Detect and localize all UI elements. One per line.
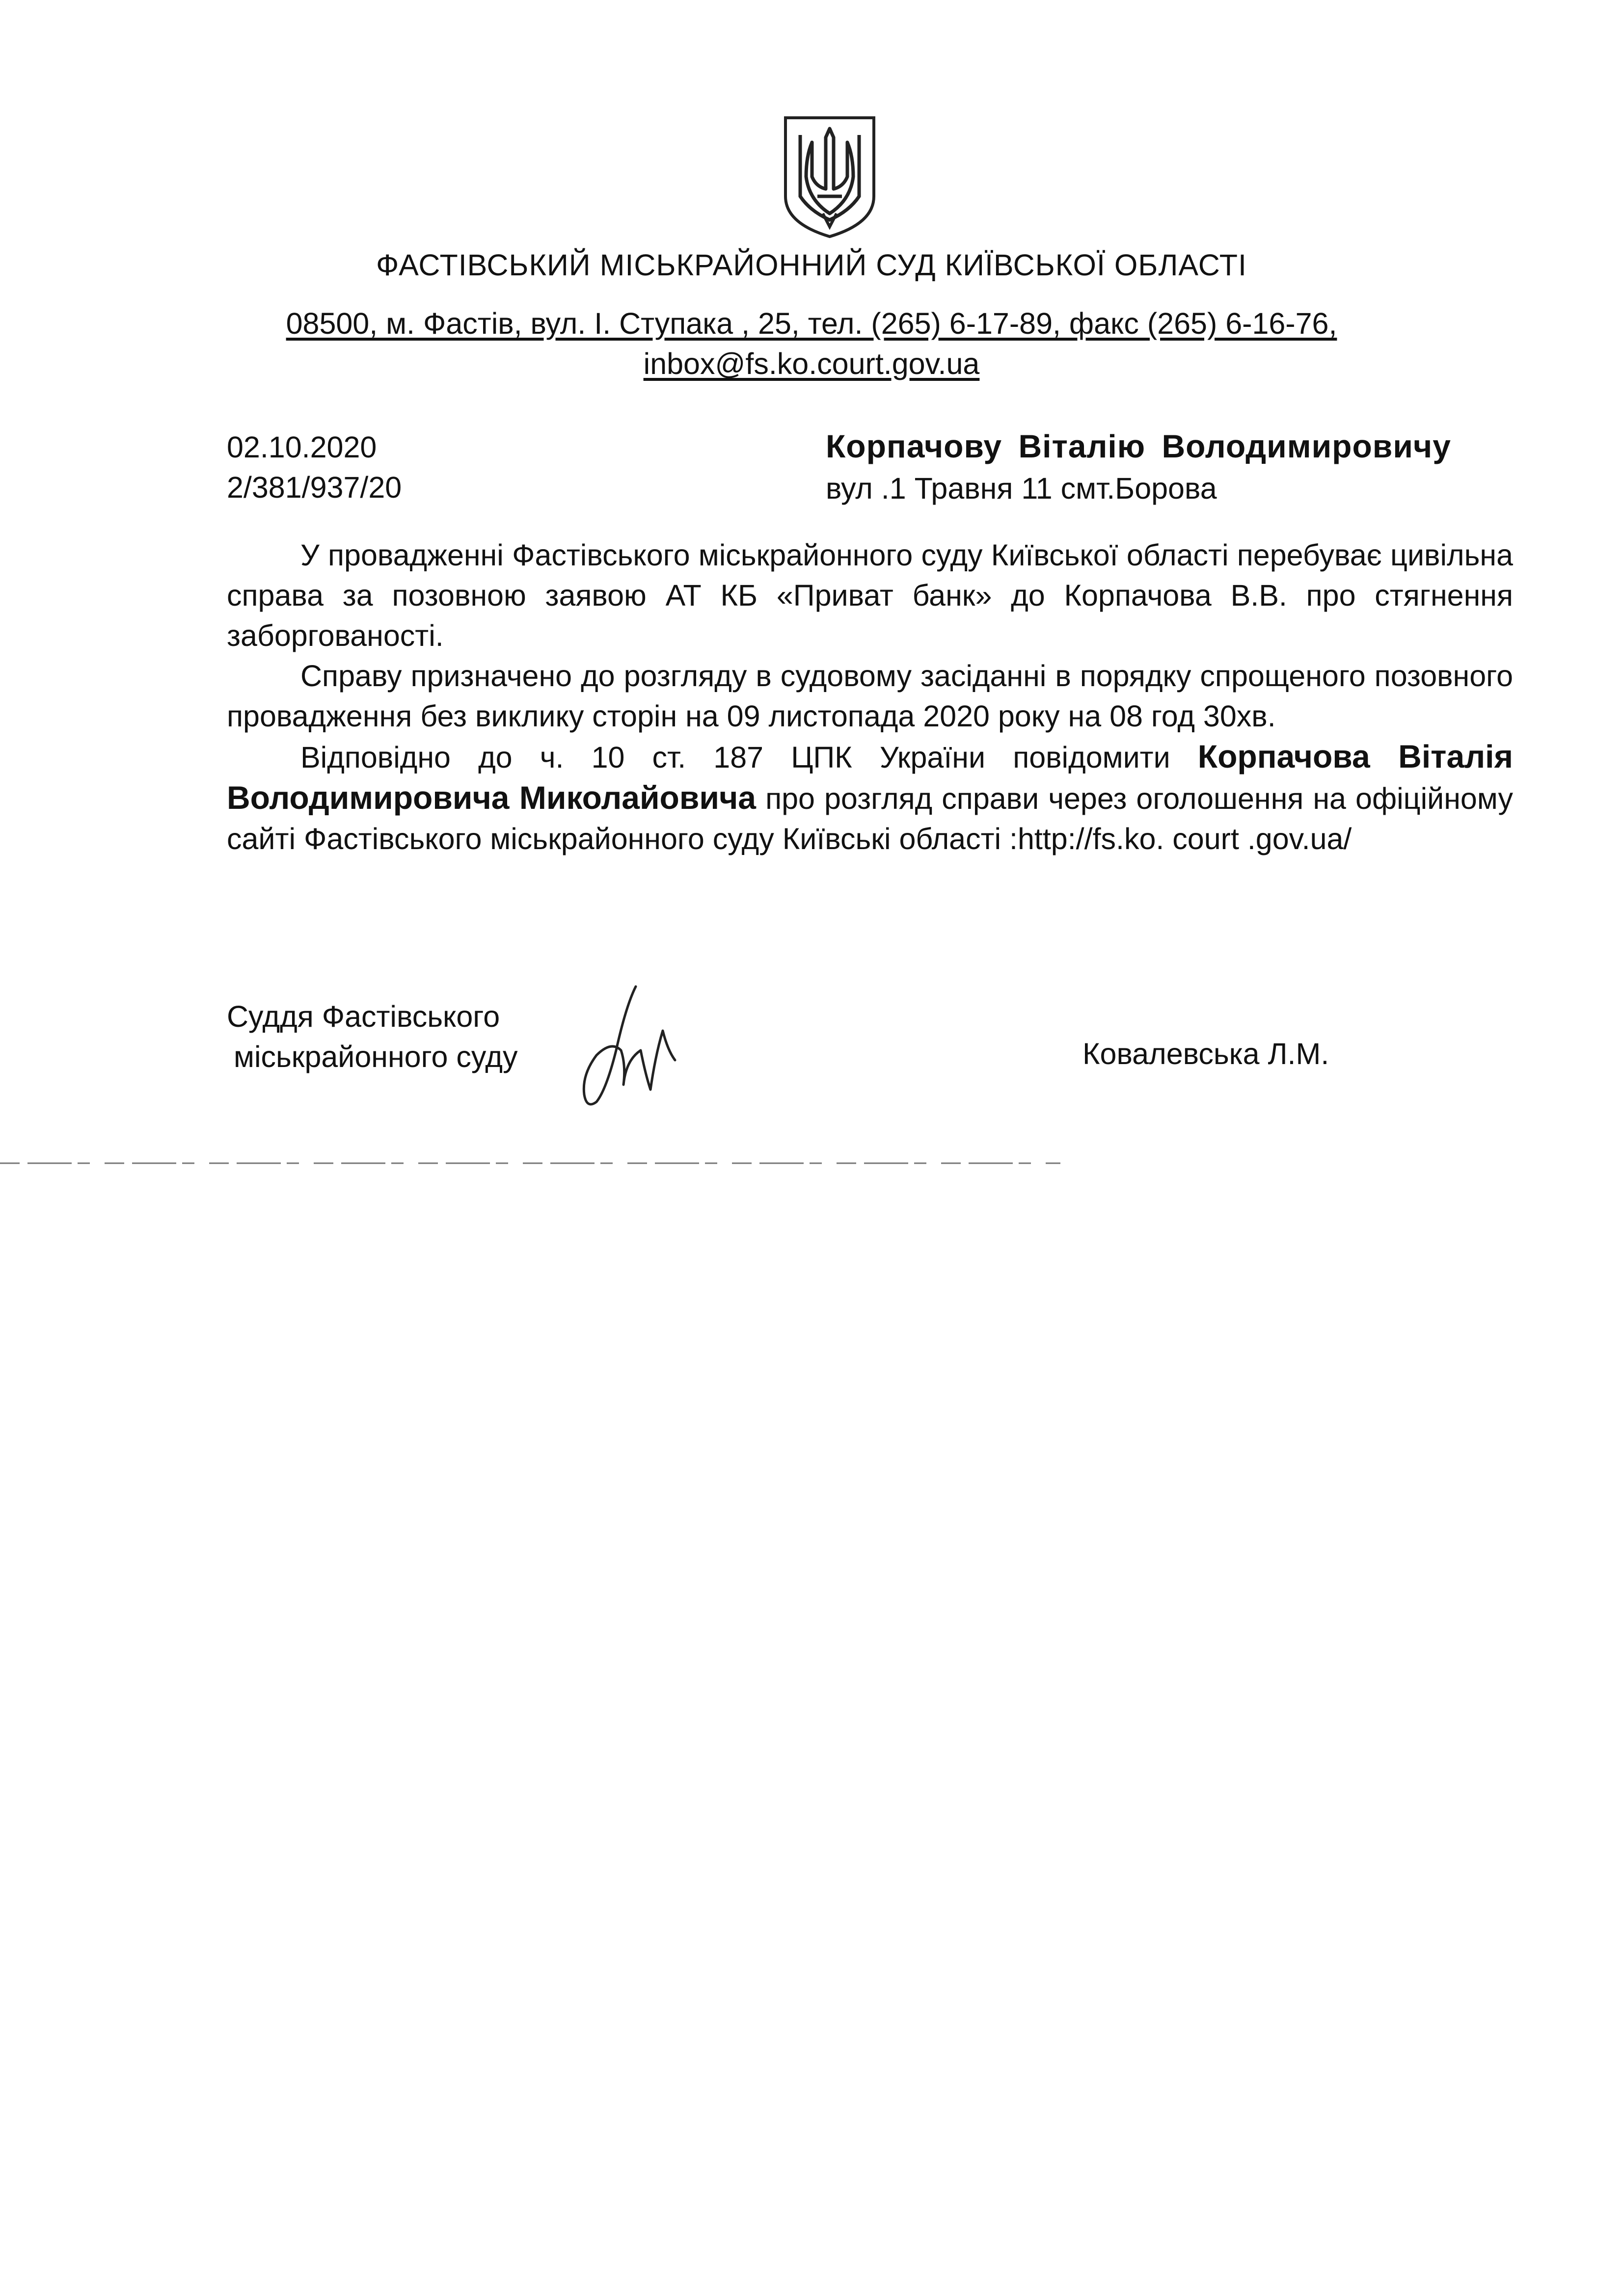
body-text-segment: Відповідно до ч. 10 ст. 187 ЦПК України повідомити bbox=[300, 741, 1170, 774]
recipient-address: вул .1 Травня 11 смт.Борова bbox=[826, 472, 1217, 505]
judge-title-line: Суддя Фастівського bbox=[227, 1000, 500, 1033]
letter-body bbox=[227, 535, 1513, 859]
body-paragraph bbox=[227, 736, 1513, 859]
court-email-link[interactable]: inbox@fs.ko.court.gov.ua bbox=[643, 347, 980, 380]
address-line: 08500, м. Фастів, вул. І. Ступака , 25, тел. (265) 6-17-89, факс (265) 6-16-76, bbox=[286, 307, 1337, 340]
letter-meta bbox=[227, 427, 402, 507]
judge-title bbox=[227, 996, 517, 1077]
letter-date: 02.10.2020 bbox=[227, 430, 377, 464]
recipient-name: Корпачову Віталію Володимировичу bbox=[826, 428, 1451, 464]
recipient-block bbox=[826, 425, 1451, 509]
judge-name: Ковалевська Л.М. bbox=[1082, 1037, 1329, 1070]
body-paragraph: У провадженні Фастівського міськрайонного суду Київської області перебуває цивільна справа за позовною заявою АТ КБ «Приват банк» до Корпачова В.В. про стягнення заборгованості. bbox=[227, 538, 1513, 652]
signature-image bbox=[577, 977, 690, 1124]
court-name: ФАСТІВСЬКИЙ МІСЬКРАЙОННИЙ СУД КИЇВСЬКОЇ ОБЛАСТІ bbox=[376, 248, 1247, 282]
body-text-segment: про розгляд справи через оголошення на офіційному сайті Фастівського міськрайонного суду Київські області :http://fs.ko. court .gov.ua/ bbox=[227, 782, 1513, 855]
defendant-name: Корпачова Віталія Володимировича Миколайовича bbox=[227, 738, 1513, 816]
body-paragraph: Справу призначено до розгляду в судовому засіданні в порядку спрощеного позовного провадження без виклику сторін на 09 листопада 2020 року на 08 год 30хв. bbox=[227, 659, 1513, 733]
page-fold-line bbox=[0, 1158, 1060, 1168]
case-number: 2/381/937/20 bbox=[227, 471, 402, 504]
coat-of-arms-icon bbox=[781, 113, 879, 240]
judge-title-line: міськрайонного суду bbox=[234, 1040, 518, 1073]
court-address bbox=[0, 303, 1623, 384]
